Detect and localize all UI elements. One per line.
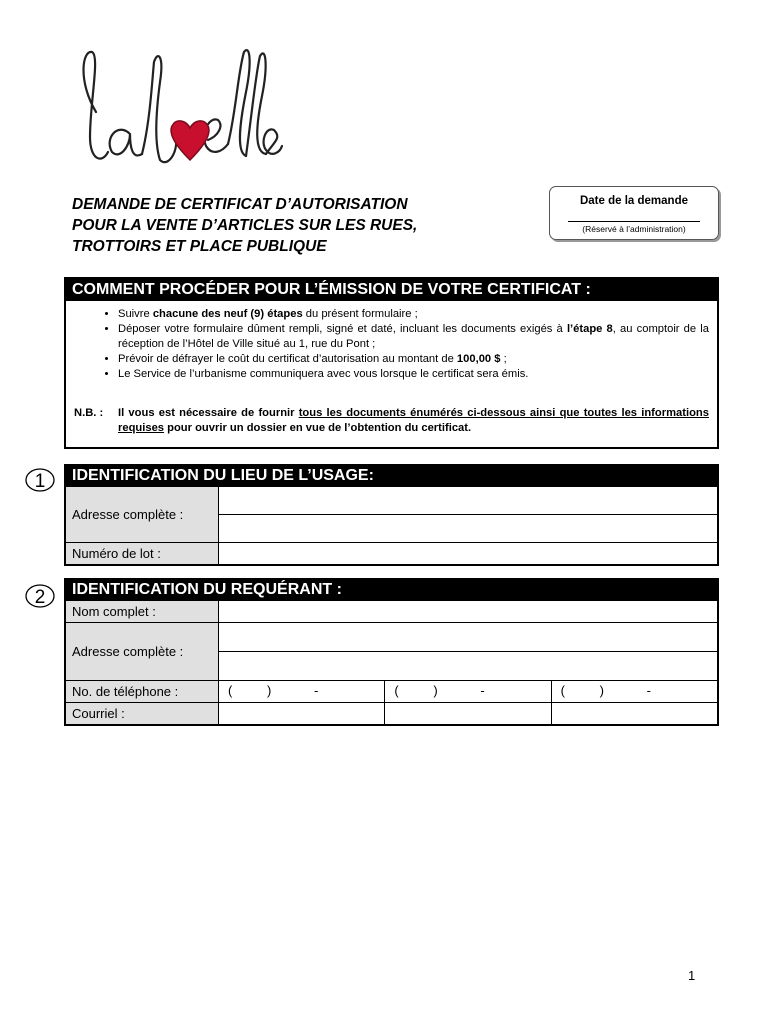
section-location: [64, 464, 719, 566]
lot-number-field[interactable]: [219, 543, 717, 564]
section-applicant: [64, 578, 719, 726]
title-line-3: TROTTOIRS ET PLACE PUBLIQUE: [72, 238, 327, 255]
date-request-label: Date de la demande: [579, 195, 688, 207]
labelle-logo: [68, 42, 283, 177]
svg-text:1: 1: [34, 471, 46, 492]
applicant-address-field[interactable]: [219, 623, 717, 680]
page-number: 1: [688, 968, 696, 983]
date-request-note: (Réservé à l’administration): [582, 224, 686, 234]
title-line-1: DEMANDE DE CERTIFICAT D’AUTORISATION: [72, 196, 408, 213]
step-1-badge: [24, 467, 60, 493]
how-to-proceed-box: [64, 277, 719, 449]
nb-note: N.B. : Il vous est nécessaire de fournir tous les documents énumérés ci-dessous ainsi que toutes les informations requises pour ouvrir un dossier en vue de l’obtention du certificat.: [74, 407, 709, 434]
date-request-line: [568, 221, 700, 222]
instructions-list: [66, 307, 717, 382]
section-2-heading: IDENTIFICATION DU REQUÉRANT :: [66, 580, 717, 600]
lot-label: Numéro de lot :: [66, 543, 219, 564]
email-field-3[interactable]: [552, 703, 717, 724]
applicant-address-label: Adresse complète :: [66, 623, 219, 680]
svg-text:2: 2: [34, 587, 46, 608]
name-label: Nom complet :: [66, 601, 219, 622]
title-line-2: POUR LA VENTE D’ARTICLES SUR LES RUES,: [72, 217, 418, 234]
list-item: • Déposer votre formulaire dûment rempli, signé et daté, incluant les documents exigés à l’étape 8, au comptoir de la réception de l’Hôtel de Ville situé au 1, rue du Pont ;: [118, 322, 717, 352]
location-address-field[interactable]: [219, 487, 717, 542]
nb-label: N.B. :: [74, 407, 104, 419]
full-name-field[interactable]: [219, 601, 717, 622]
how-heading: COMMENT PROCÉDER POUR L’ÉMISSION DE VOTRE CERTIFICAT :: [66, 279, 717, 301]
email-field-2[interactable]: [385, 703, 551, 724]
email-label: Courriel :: [66, 703, 219, 724]
heart-icon: [171, 121, 209, 160]
phone-field-1[interactable]: ( ) -: [219, 681, 385, 702]
list-item: • Prévoir de défrayer le coût du certificat d’autorisation au montant de 100,00 $ ;: [118, 352, 717, 367]
section-1-heading: IDENTIFICATION DU LIEU DE L’USAGE:: [66, 466, 717, 486]
list-item: • Le Service de l’urbanisme communiquera avec vous lorsque le certificat sera émis.: [118, 367, 717, 382]
address-label: Adresse complète :: [66, 487, 219, 542]
date-request-box[interactable]: [549, 186, 719, 240]
form-title: [72, 194, 417, 257]
email-field-1[interactable]: [219, 703, 385, 724]
phone-label: No. de téléphone :: [66, 681, 219, 702]
phone-field-2[interactable]: ( ) -: [385, 681, 551, 702]
step-2-badge: [24, 583, 60, 609]
phone-field-3[interactable]: ( ) -: [560, 683, 651, 698]
list-item: • Suivre chacune des neuf (9) étapes du présent formulaire ;: [118, 307, 717, 322]
